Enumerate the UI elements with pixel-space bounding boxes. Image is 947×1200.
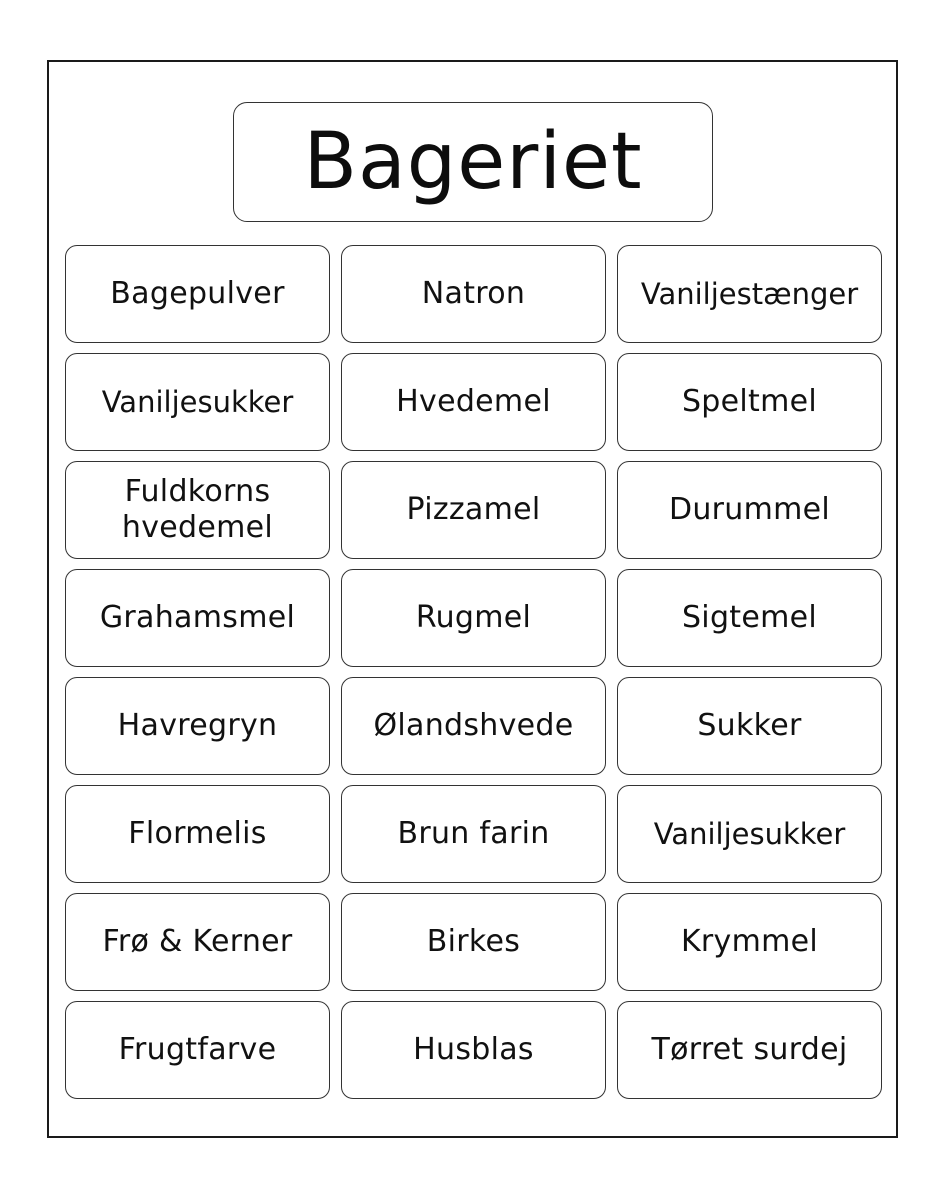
label-card xyxy=(617,785,882,883)
label-card xyxy=(341,569,606,667)
label-card xyxy=(341,461,606,559)
label-card xyxy=(617,245,882,343)
label-text: Sigtemel xyxy=(681,600,818,635)
label-card xyxy=(617,461,882,559)
label-card xyxy=(65,569,330,667)
label-text: Tørret surdej xyxy=(651,1032,848,1067)
label-text: Sukker xyxy=(697,708,802,743)
label-card xyxy=(65,893,330,991)
label-card xyxy=(617,569,882,667)
label-text: Vaniljestænger xyxy=(640,276,859,311)
label-text: Natron xyxy=(421,276,526,311)
label-card xyxy=(341,245,606,343)
label-text: Rugmel xyxy=(415,600,532,635)
page-title: Bageriet xyxy=(303,117,643,207)
label-text: Frø & Kerner xyxy=(102,924,293,959)
label-text: Brun farin xyxy=(397,816,550,851)
label-card xyxy=(65,461,330,559)
label-text: Fuldkorns hvedemel xyxy=(121,474,274,545)
label-card xyxy=(617,677,882,775)
label-text: Hvedemel xyxy=(396,384,551,419)
label-text: Husblas xyxy=(413,1032,534,1067)
label-text: Speltmel xyxy=(681,384,818,419)
label-card xyxy=(65,1001,330,1099)
label-text: Flormelis xyxy=(128,816,267,851)
label-text: Havregryn xyxy=(117,708,278,743)
label-card xyxy=(65,677,330,775)
label-text: Ølandshvede xyxy=(373,708,574,743)
label-card xyxy=(65,785,330,883)
label-card xyxy=(617,1001,882,1099)
label-text: Grahamsmel xyxy=(99,600,296,635)
label-card xyxy=(617,353,882,451)
label-card xyxy=(341,1001,606,1099)
label-card xyxy=(341,353,606,451)
label-text: Krymmel xyxy=(680,924,819,959)
label-card xyxy=(341,893,606,991)
label-text: Vaniljesukker xyxy=(653,816,846,851)
label-card xyxy=(65,353,330,451)
label-text: Bagepulver xyxy=(110,276,285,311)
label-grid xyxy=(65,245,882,1099)
label-card xyxy=(341,677,606,775)
label-card xyxy=(617,893,882,991)
label-text: Pizzamel xyxy=(406,492,541,527)
label-text: Vaniljesukker xyxy=(101,384,294,419)
label-text: Durummel xyxy=(668,492,831,527)
label-text: Frugtfarve xyxy=(118,1032,277,1067)
label-card xyxy=(65,245,330,343)
label-card xyxy=(341,785,606,883)
label-text: Birkes xyxy=(426,924,521,959)
title-label xyxy=(233,102,713,222)
